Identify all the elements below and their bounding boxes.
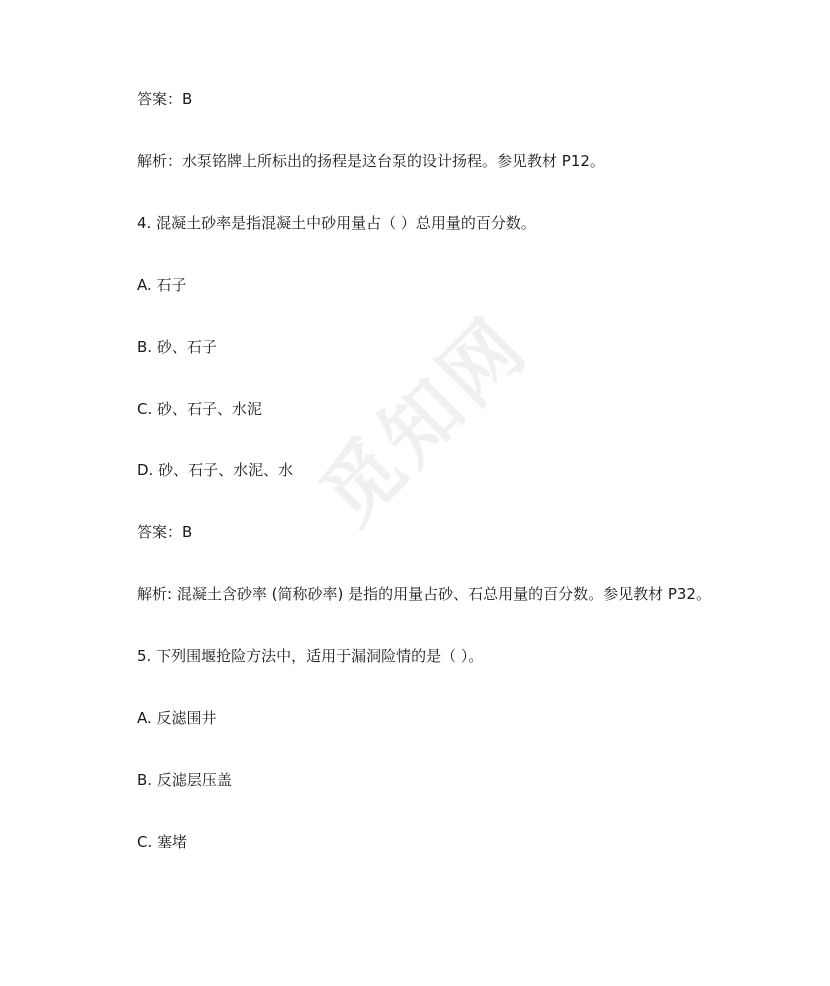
question-4-option-d: D. 砂、石子、水泥、水 bbox=[137, 461, 294, 479]
question-5-option-b: B. 反滤层压盖 bbox=[137, 771, 232, 789]
answer-4: 答案：B bbox=[137, 523, 193, 541]
question-4-option-a: A. 石子 bbox=[137, 276, 187, 294]
question-4: 4. 混凝土砂率是指混凝土中砂用量占（ ）总用量的百分数。 bbox=[137, 214, 536, 232]
question-5: 5. 下列围堰抢险方法中，适用于漏洞险情的是（ ）。 bbox=[137, 647, 484, 665]
answer-3: 答案：B bbox=[137, 90, 193, 108]
question-4-option-c: C. 砂、石子、水泥 bbox=[137, 400, 263, 418]
watermark: 觅知网 bbox=[304, 300, 546, 542]
question-5-option-a: A. 反滤围井 bbox=[137, 709, 217, 727]
question-4-option-b: B. 砂、石子 bbox=[137, 338, 217, 356]
explanation-4: 解析: 混凝土含砂率 (简称砂率) 是指的用量占砂、石总用量的百分数。参见教材 P32。 bbox=[137, 585, 711, 603]
explanation-3: 解析：水泵铭牌上所标出的扬程是这台泵的设计扬程。参见教材 P12。 bbox=[137, 152, 605, 170]
question-5-option-c: C. 塞堵 bbox=[137, 833, 188, 851]
